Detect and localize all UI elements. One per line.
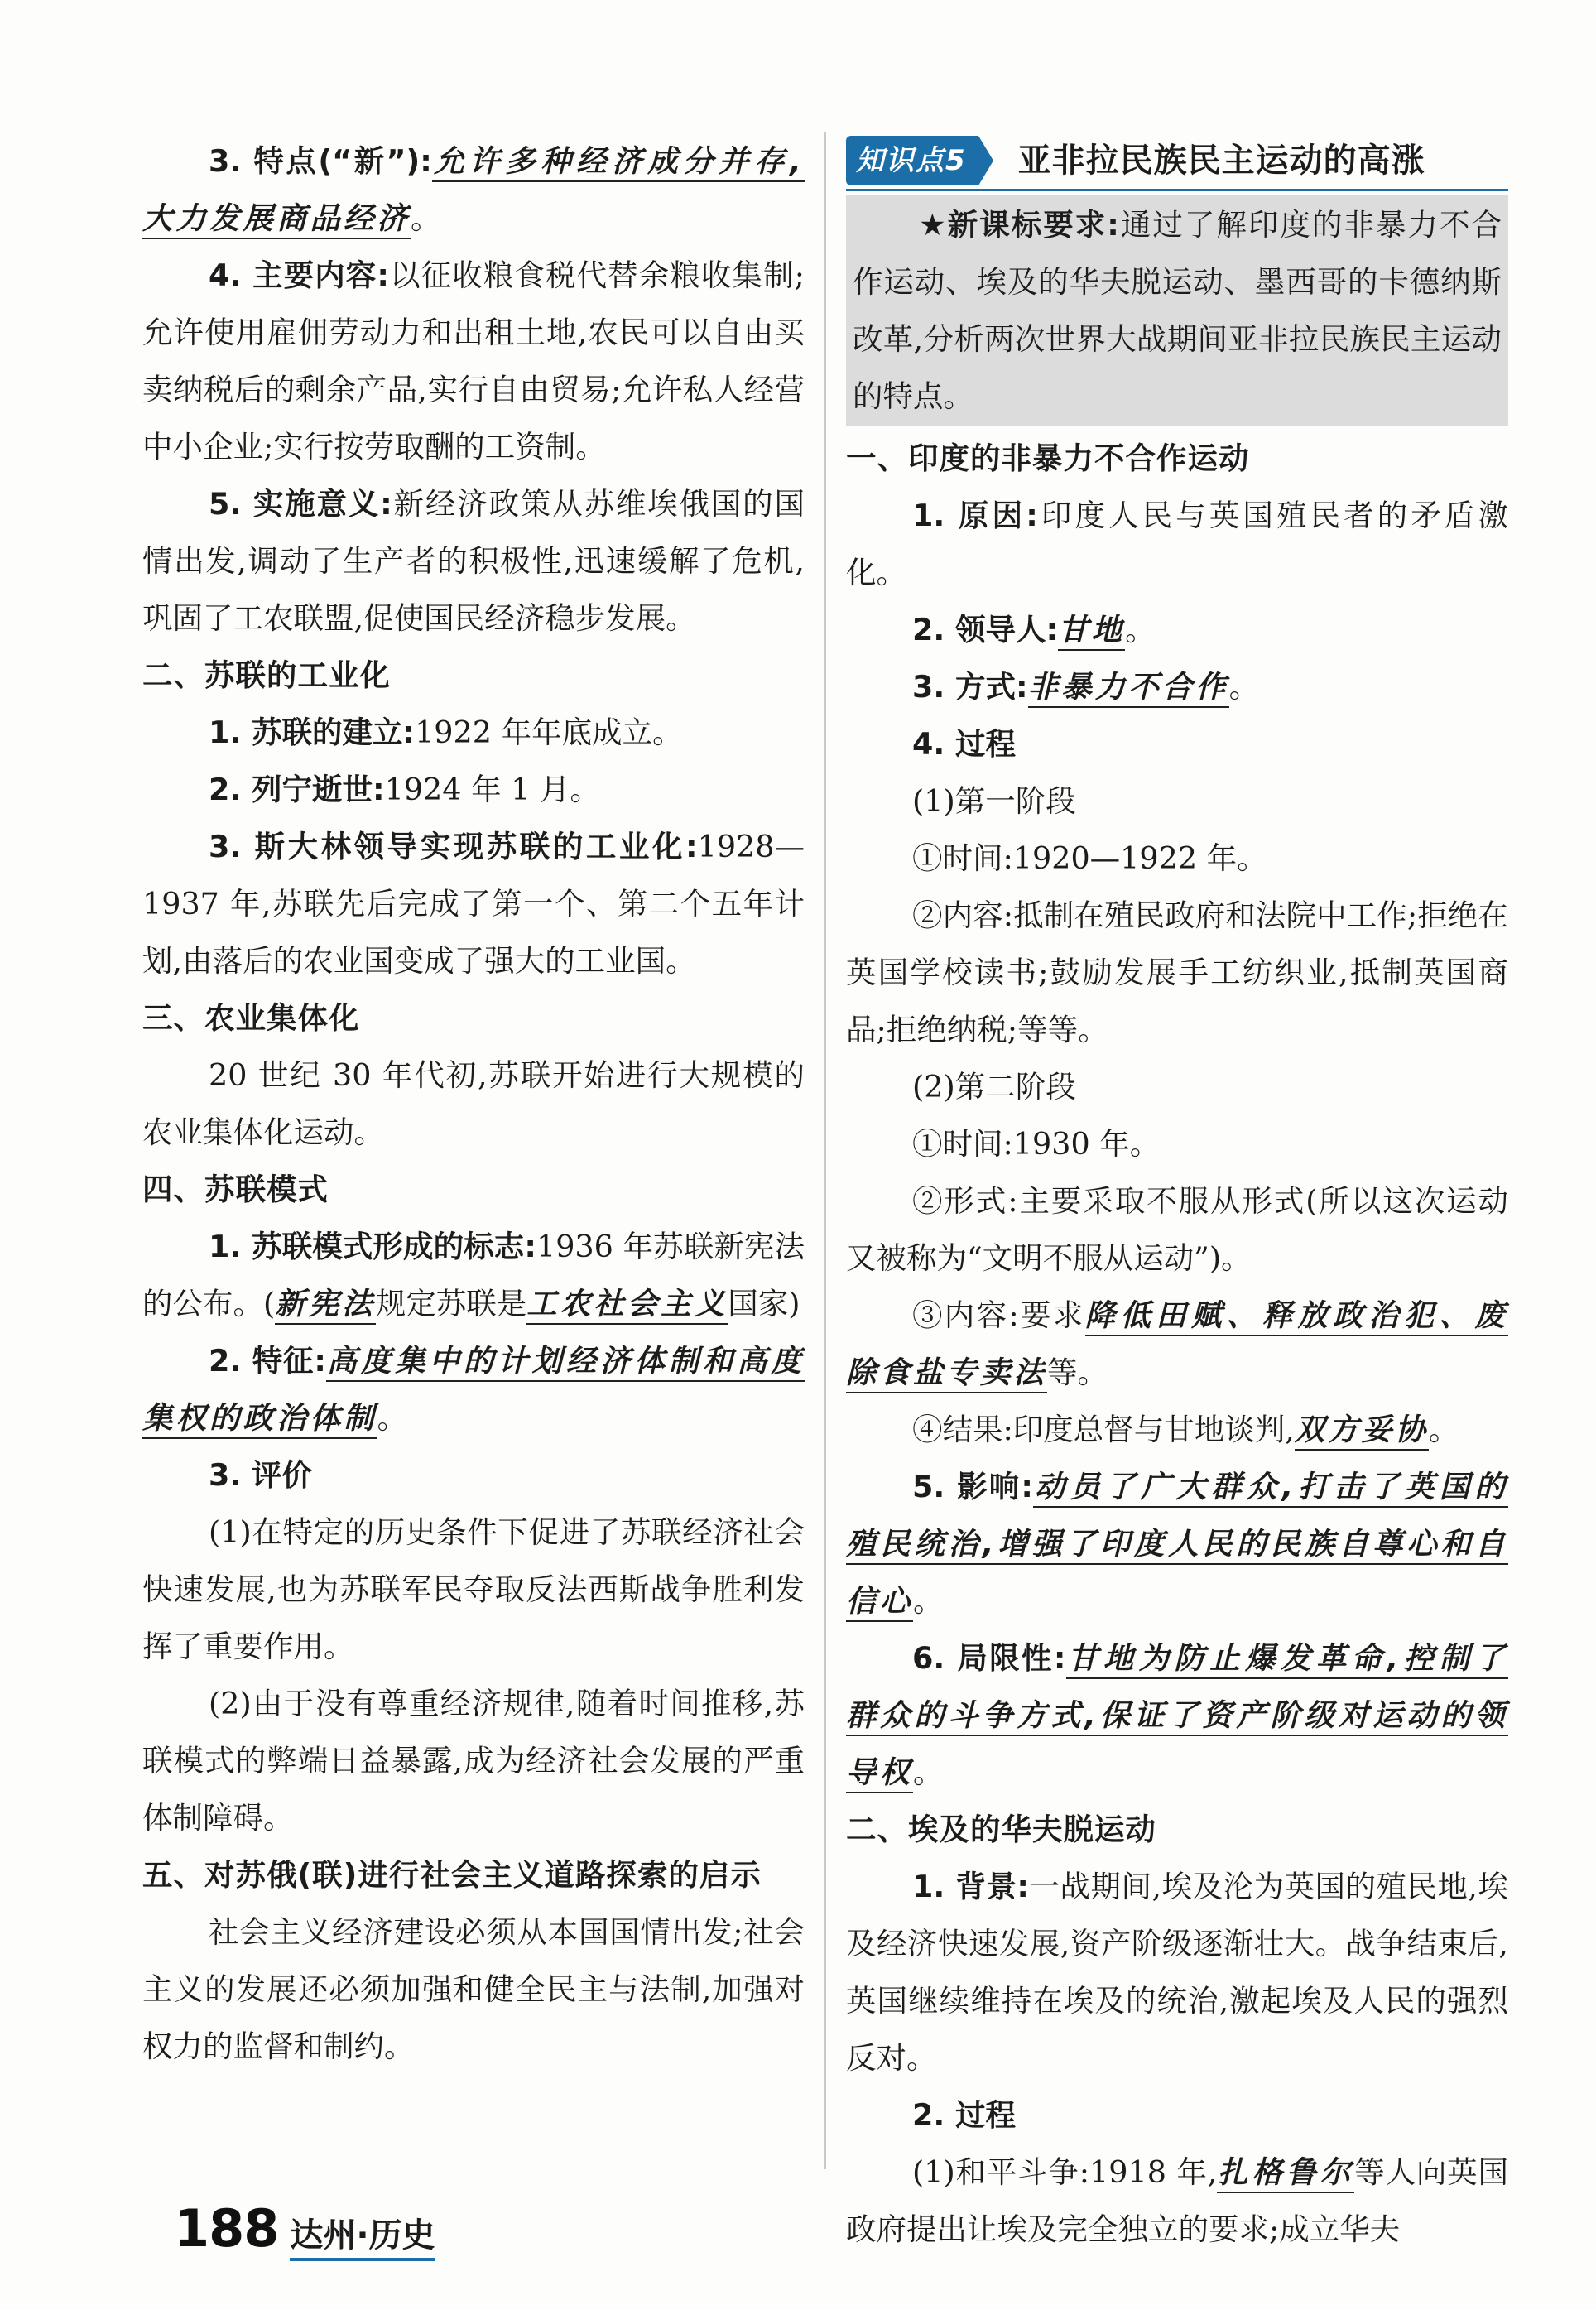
knowledge-point-header xyxy=(846,132,1508,191)
paragraph-lenin-death: 2. 列宁逝世:1924 年 1 月。 xyxy=(209,772,600,807)
section-heading-lessons: 五、对苏俄(联)进行社会主义道路探索的启示 xyxy=(142,1857,762,1893)
paragraph-process-label: 4. 过程 xyxy=(912,726,1016,762)
requirement-text: 通过了解印度的非暴力不合作运动、埃及的华夫脱运动、墨西哥的卡德纳斯改革,分析两次世界大战期间亚非拉民族民主运动的特点。 xyxy=(853,207,1502,414)
paragraph-stage-2-time: ①时间:1930 年。 xyxy=(912,1126,1161,1162)
right-column xyxy=(846,132,1508,2258)
section-heading-india: 一、印度的非暴力不合作运动 xyxy=(846,440,1250,476)
paragraph-impact: 5. 影响:动员了广大群众,打击了英国的殖民统治,增强了印度人民的民族自尊心和自信心。 xyxy=(846,1458,1508,1629)
curriculum-requirement-box xyxy=(846,195,1508,426)
paragraph-stage-2-content: ③内容:要求降低田赋、释放政治犯、废除食盐专卖法等。 xyxy=(846,1287,1508,1401)
paragraph-limitation: 6. 局限性:甘地为防止爆发革命,控制了群众的斗争方式,保证了资产阶级对运动的领导权。 xyxy=(846,1629,1508,1801)
paragraph-evaluation-2: (2)由于没有尊重经济规律,随着时间推移,苏联模式的弊端日益暴露,成为经济社会发展的严重体制障碍。 xyxy=(142,1686,805,1836)
section-heading-egypt: 二、埃及的华夫脱运动 xyxy=(846,1812,1156,1847)
paragraph-stage-2-form: ②形式:主要采取不服从形式(所以这次运动又被称为“文明不服从运动”)。 xyxy=(846,1183,1508,1276)
section-heading-industrialization: 二、苏联的工业化 xyxy=(142,657,391,693)
paragraph-collectivization: 20 世纪 30 年代初,苏联开始进行大规模的农业集体化运动。 xyxy=(142,1057,805,1150)
page-number: 188 xyxy=(174,2198,279,2259)
section-heading-collectivization: 三、农业集体化 xyxy=(142,1000,360,1036)
paragraph-features: 3. 特点(“新”):允许多种经济成分并存,大力发展商品经济。 xyxy=(142,132,805,247)
paragraph-main-content: 4. 主要内容:以征收粮食税代替余粮收集制;允许使用雇佣劳动力和出租土地,农民可以自由买卖纳税后的剩余产品,实行自由贸易;允许私人经营中小企业;实行按劳取酬的工资制。 xyxy=(142,257,805,464)
paragraph-evaluation-1: (1)在特定的历史条件下促进了苏联经济社会快速发展,也为苏联军民夺取反法西斯战争胜利发挥了重要作用。 xyxy=(142,1514,805,1664)
paragraph-peaceful-struggle: (1)和平斗争:1918 年,扎格鲁尔等人向英国政府提出让埃及完全独立的要求;成立华夫 xyxy=(846,2154,1508,2247)
paragraph-stage-1: (1)第一阶段 xyxy=(912,783,1076,819)
paragraph-stage-1-time: ①时间:1920—1922 年。 xyxy=(912,840,1267,876)
paragraph-cause: 1. 原因:印度人民与英国殖民者的矛盾激化。 xyxy=(846,498,1508,590)
knowledge-point-badge: 知识点5 xyxy=(846,136,978,185)
paragraph-stage-1-content: ②内容:抵制在殖民政府和法院中工作;拒绝在英国学校读书;鼓励发展手工纺织业,抵制英国商品;拒绝纳税;等等。 xyxy=(846,898,1508,1047)
paragraph-egypt-process-label: 2. 过程 xyxy=(912,2097,1016,2133)
requirement-label: ★新课标要求: xyxy=(919,207,1119,243)
paragraph-evaluation-label: 3. 评价 xyxy=(209,1457,312,1493)
paragraph-model-features: 2. 特征:高度集中的计划经济体制和高度集权的政治体制。 xyxy=(142,1332,805,1446)
page-footer xyxy=(174,2198,435,2261)
paragraph-founding: 1. 苏联的建立:1922 年年底成立。 xyxy=(209,715,683,750)
column-divider xyxy=(824,132,826,2169)
paragraph-background: 1. 背景:一战期间,埃及沦为英国的殖民地,埃及经济快速发展,资产阶级逐渐壮大。战争结束后,英国继续维持在埃及的统治,激起埃及人民的强烈反对。 xyxy=(846,1869,1508,2076)
section-heading-soviet-model: 四、苏联模式 xyxy=(142,1172,329,1207)
left-column xyxy=(142,132,805,2075)
paragraph-significance: 5. 实施意义:新经济政策从苏维埃俄国的国情出发,调动了生产者的积极性,迅速缓解了危机,巩固了工农联盟,促使国民经济稳步发展。 xyxy=(142,486,805,636)
book-title: 达州·历史 xyxy=(290,2209,435,2261)
paragraph-model-sign: 1. 苏联模式形成的标志:1936 年苏联新宪法的公布。(新宪法规定苏联是工农社会主义国家) xyxy=(142,1218,805,1332)
paragraph-lessons: 社会主义经济建设必须从本国国情出发;社会主义的发展还必须加强和健全民主与法制,加强对权力的监督和制约。 xyxy=(142,1914,805,2064)
paragraph-stage-2-result: ④结果:印度总督与甘地谈判,双方妥协。 xyxy=(846,1401,1508,1458)
paragraph-stalin-industrialization: 3. 斯大林领导实现苏联的工业化:1928—1937 年,苏联先后完成了第一个、第二个五年计划,由落后的农业国变成了强大的工业国。 xyxy=(142,829,805,979)
knowledge-point-title: 亚非拉民族民主运动的高涨 xyxy=(1017,141,1425,180)
paragraph-method: 3. 方式:非暴力不合作。 xyxy=(846,658,1508,715)
paragraph-leader: 2. 领导人:甘地。 xyxy=(846,601,1508,658)
paragraph-stage-2: (2)第二阶段 xyxy=(912,1069,1076,1104)
